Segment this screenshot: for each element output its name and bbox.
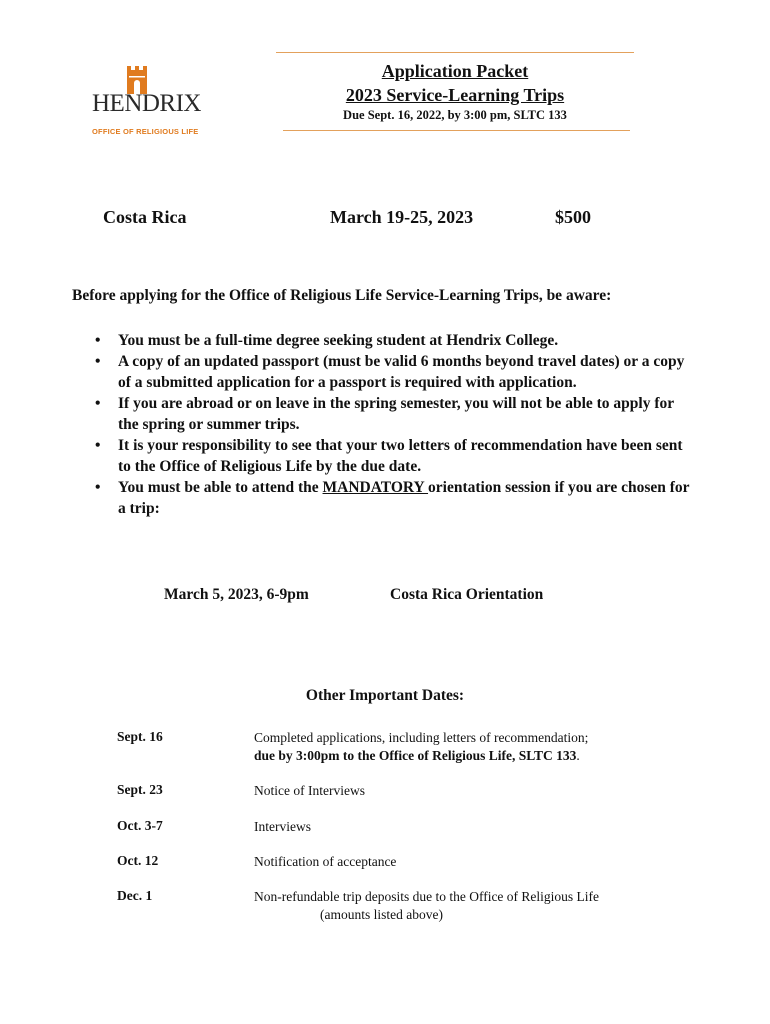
list-item: [95, 477, 695, 519]
date-description-line: Completed applications, including letters of recommendation;: [254, 730, 589, 745]
date-label: Oct. 12: [117, 853, 159, 868]
date-label: Oct. 3-7: [117, 818, 163, 833]
list-item: • It is your responsibility to see that your two letters of recommendation have been sent to the Office of Religious Life by the due date.: [95, 435, 695, 477]
date-description: [254, 729, 684, 765]
trip-destination: Costa Rica: [103, 207, 187, 227]
packet-due-date: Due Sept. 16, 2022, by 3:00 pm, SLTC 133: [343, 108, 567, 122]
date-label: Sept. 16: [117, 729, 163, 744]
hendrix-logo: [88, 64, 201, 144]
logo-subtitle: OFFICE OF RELIGIOUS LIFE: [92, 127, 199, 136]
date-label: Dec. 1: [117, 888, 153, 903]
requirement-text-end: orientation session if you are chosen for a trip:: [118, 479, 690, 517]
orientation-name: Costa Rica Orientation: [390, 586, 544, 603]
header-top-rule: [276, 52, 634, 53]
list-item: • If you are abroad or on leave in the spring semester, you will not be able to apply for the spring or summer trips.: [95, 393, 695, 435]
packet-title: Application Packet: [381, 61, 529, 81]
date-label: Sept. 23: [117, 782, 163, 797]
logo-wordmark: HENDRIX: [92, 90, 201, 117]
trip-dates: March 19-25, 2023: [330, 207, 474, 227]
mandatory-emphasis: MANDATORY: [322, 479, 429, 496]
requirements-intro: Before applying for the Office of Religious Life Service-Learning Trips, be aware:: [72, 287, 612, 304]
date-description: Notice of Interviews: [254, 783, 365, 798]
date-description-bold: due by 3:00pm to the Office of Religious Life, SLTC 133: [254, 748, 577, 763]
date-description-tail: .: [576, 748, 580, 763]
requirements-list: [95, 330, 695, 519]
date-description: Interviews: [254, 819, 311, 834]
packet-subtitle: 2023 Service-Learning Trips: [345, 85, 565, 105]
trip-cost: $500: [555, 207, 591, 227]
important-dates-title: Other Important Dates:: [305, 687, 465, 704]
date-description-line: Non-refundable trip deposits due to the Office of Religious Life: [254, 889, 600, 904]
list-item: • A copy of an updated passport (must be valid 6 months beyond travel dates) or a copy of a submitted application for a passport is required with application.: [95, 351, 695, 393]
list-item: • You must be a full-time degree seeking student at Hendrix College.: [95, 330, 695, 351]
header-bottom-rule: [283, 130, 630, 131]
date-description-note: (amounts listed above): [320, 907, 443, 922]
date-description: [254, 888, 684, 924]
requirement-text-start: You must be able to attend the: [118, 479, 323, 496]
date-description: Notification of acceptance: [254, 854, 397, 869]
orientation-datetime: March 5, 2023, 6-9pm: [164, 586, 309, 603]
